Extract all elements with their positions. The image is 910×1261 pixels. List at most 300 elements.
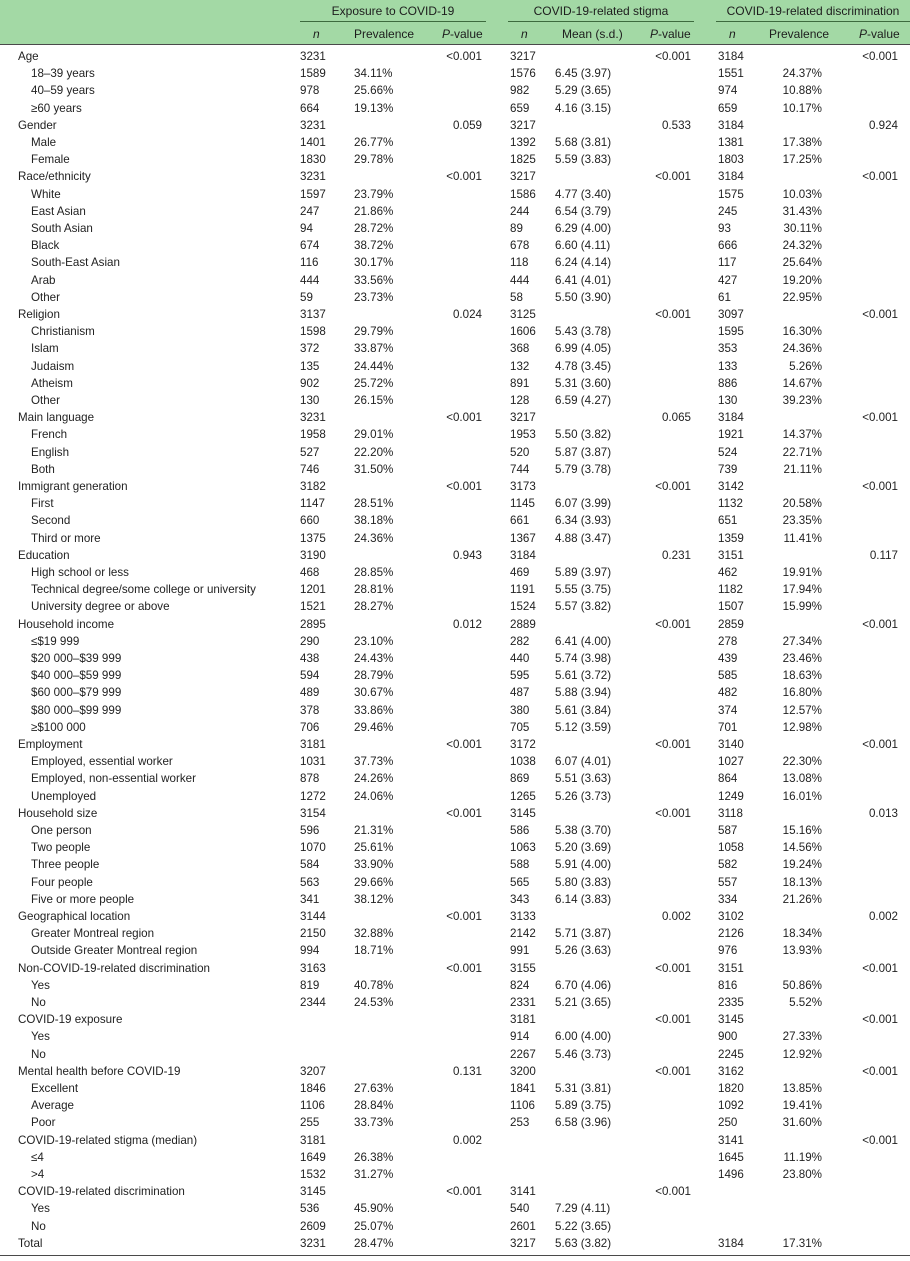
exposure-n: 372 xyxy=(300,342,320,356)
row-label: $20 000–$39 999 xyxy=(31,652,122,665)
table-row xyxy=(0,788,910,805)
exposure-n: 1375 xyxy=(300,531,326,545)
subheader-stigma-mean: Mean (s.d.) xyxy=(562,27,623,41)
table-row-category xyxy=(0,1011,910,1028)
exposure-prevalence xyxy=(354,478,414,495)
stigma-mean-sd: 4.16 (3.15) xyxy=(555,101,612,115)
discrimination-prevalence: 31.43% xyxy=(782,204,822,218)
table-row-category xyxy=(0,478,910,495)
table-row xyxy=(0,719,910,736)
stigma-n: 253 xyxy=(510,1116,530,1130)
exposure-pvalue xyxy=(430,684,482,701)
stigma-n: 1606 xyxy=(510,325,536,339)
stigma-n: 3141 xyxy=(510,1185,536,1199)
discrimination-pvalue xyxy=(850,1028,898,1045)
exposure-prevalence: 25.66% xyxy=(354,84,394,98)
exposure-pvalue xyxy=(430,82,482,99)
stigma-pvalue: 0.533 xyxy=(661,118,691,132)
exposure-prevalence: 29.01% xyxy=(354,428,394,442)
subheader-exposure-n: n xyxy=(313,27,320,41)
exposure-pvalue: 0.024 xyxy=(452,308,482,321)
discrimination-prevalence: 50.86% xyxy=(782,978,822,992)
exposure-prevalence: 26.77% xyxy=(354,136,394,149)
discrimination-prevalence: 12.92% xyxy=(782,1047,822,1061)
stigma-pvalue xyxy=(638,667,691,684)
exposure-pvalue xyxy=(430,340,482,357)
discrimination-prevalence: 22.71% xyxy=(782,445,822,459)
subheader-stigma-n: n xyxy=(521,27,528,41)
exposure-prevalence: 28.81% xyxy=(354,583,394,597)
table-row-category xyxy=(0,48,910,65)
row-label: Employed, non-essential worker xyxy=(31,772,196,786)
table-row-category xyxy=(0,736,910,753)
discrimination-prevalence: 31.60% xyxy=(782,1116,822,1130)
discrimination-pvalue xyxy=(850,1080,898,1097)
exposure-n: 1598 xyxy=(300,325,326,339)
stigma-n: 1106 xyxy=(510,1099,535,1113)
exposure-pvalue: <0.001 xyxy=(446,1185,482,1199)
table-row xyxy=(0,874,910,891)
exposure-n: 59 xyxy=(300,290,313,304)
table-row-category xyxy=(0,1183,910,1200)
exposure-pvalue: <0.001 xyxy=(446,806,482,820)
stigma-n: 1825 xyxy=(510,153,536,167)
discrimination-prevalence xyxy=(752,117,822,134)
exposure-n: 978 xyxy=(300,84,320,98)
stigma-pvalue: <0.001 xyxy=(655,617,691,631)
stigma-mean-sd xyxy=(555,117,635,134)
exposure-pvalue xyxy=(430,770,482,787)
stigma-n: 440 xyxy=(510,652,530,665)
stigma-pvalue: 0.002 xyxy=(661,910,691,923)
table-row xyxy=(0,134,910,151)
discrimination-prevalence: 13.93% xyxy=(782,944,822,958)
exposure-pvalue xyxy=(430,667,482,684)
stigma-mean-sd xyxy=(555,478,635,495)
row-label: Yes xyxy=(31,978,50,992)
row-label: English xyxy=(31,445,70,459)
exposure-n: 1589 xyxy=(300,67,326,81)
stigma-mean-sd: 5.91 (4.00) xyxy=(555,858,612,872)
row-label: Average xyxy=(31,1099,74,1113)
table-row xyxy=(0,1097,910,1114)
discrimination-n: 3102 xyxy=(718,910,744,923)
discrimination-pvalue: <0.001 xyxy=(862,170,898,184)
discrimination-prevalence: 23.35% xyxy=(782,514,822,528)
exposure-prevalence: 38.72% xyxy=(354,239,394,253)
discrimination-pvalue: <0.001 xyxy=(862,50,898,63)
table-row xyxy=(0,770,910,787)
row-label: Islam xyxy=(31,342,59,356)
stigma-pvalue xyxy=(638,340,691,357)
discrimination-n: 61 xyxy=(718,290,731,304)
discrimination-prevalence: 23.46% xyxy=(782,652,822,665)
exposure-prevalence: 28.72% xyxy=(354,222,394,235)
row-label: No xyxy=(31,1219,46,1233)
exposure-n: 1106 xyxy=(300,1099,325,1113)
discrimination-prevalence: 20.58% xyxy=(782,497,822,511)
discrimination-pvalue xyxy=(850,186,898,203)
table-row xyxy=(0,272,910,289)
discrimination-prevalence: 23.80% xyxy=(782,1168,822,1181)
exposure-pvalue xyxy=(430,891,482,908)
table-row xyxy=(0,375,910,392)
exposure-pvalue xyxy=(430,1046,482,1063)
row-label: ≥$100 000 xyxy=(31,720,86,734)
stigma-pvalue: <0.001 xyxy=(655,738,691,751)
stigma-pvalue xyxy=(638,65,691,82)
discrimination-n: 3184 xyxy=(718,50,744,63)
discrimination-prevalence: 27.34% xyxy=(782,634,822,648)
discrimination-pvalue xyxy=(850,891,898,908)
discrimination-pvalue: <0.001 xyxy=(862,1133,898,1147)
stigma-pvalue xyxy=(638,925,691,942)
stigma-n: 368 xyxy=(510,342,530,356)
stigma-n: 3217 xyxy=(510,118,536,132)
stigma-n: 380 xyxy=(510,703,530,717)
discrimination-prevalence: 12.98% xyxy=(782,720,822,734)
exposure-prevalence xyxy=(354,1063,414,1080)
exposure-pvalue xyxy=(430,186,482,203)
stigma-n: 1063 xyxy=(510,841,536,855)
exposure-prevalence: 23.79% xyxy=(354,187,394,201)
stigma-n: 2601 xyxy=(510,1219,536,1233)
exposure-prevalence xyxy=(354,409,414,426)
exposure-n: 3181 xyxy=(300,738,326,751)
row-label: One person xyxy=(31,824,92,837)
table-row xyxy=(0,977,910,994)
row-label: White xyxy=(31,187,61,201)
discrimination-prevalence xyxy=(752,908,822,925)
discrimination-pvalue xyxy=(850,1114,898,1131)
exposure-n: 1532 xyxy=(300,1168,326,1181)
discrimination-pvalue xyxy=(850,289,898,306)
exposure-n: 94 xyxy=(300,222,313,235)
exposure-prevalence xyxy=(354,168,414,185)
discrimination-prevalence: 21.26% xyxy=(782,892,822,906)
stigma-pvalue xyxy=(638,1149,691,1166)
stigma-mean-sd: 5.29 (3.65) xyxy=(555,84,612,98)
exposure-prevalence: 31.27% xyxy=(354,1168,394,1181)
exposure-n: 3154 xyxy=(300,806,326,820)
discrimination-n: 557 xyxy=(718,875,738,889)
pvalue-rest: -value xyxy=(450,27,483,41)
exposure-pvalue xyxy=(430,925,482,942)
exposure-pvalue xyxy=(430,65,482,82)
exposure-prevalence: 38.18% xyxy=(354,514,394,528)
stigma-pvalue: 0.231 xyxy=(661,548,691,562)
stigma-mean-sd: 4.77 (3.40) xyxy=(555,187,612,201)
discrimination-pvalue xyxy=(850,65,898,82)
exposure-prevalence: 33.90% xyxy=(354,858,394,872)
discrimination-prevalence: 13.08% xyxy=(782,772,822,786)
stigma-mean-sd: 6.29 (4.00) xyxy=(555,222,612,235)
row-label: Five or more people xyxy=(31,892,135,906)
stigma-pvalue xyxy=(638,874,691,891)
row-label: Household income xyxy=(18,617,115,631)
row-label: Atheism xyxy=(31,376,73,390)
exposure-pvalue xyxy=(430,151,482,168)
exposure-n: 468 xyxy=(300,566,320,579)
stigma-mean-sd xyxy=(555,1149,635,1166)
stigma-mean-sd: 5.21 (3.65) xyxy=(555,996,612,1009)
discrimination-prevalence xyxy=(752,1218,822,1235)
exposure-n: 3207 xyxy=(300,1064,326,1078)
exposure-prevalence: 26.15% xyxy=(354,394,394,407)
stigma-pvalue xyxy=(638,598,691,615)
row-label: Unemployed xyxy=(31,789,97,803)
discrimination-n: 1027 xyxy=(718,755,744,769)
exposure-n: 438 xyxy=(300,652,320,665)
exposure-prevalence: 32.88% xyxy=(354,927,394,941)
exposure-prevalence xyxy=(354,1011,414,1028)
exposure-prevalence: 23.73% xyxy=(354,290,394,304)
subheader-exposure-prevalence: Prevalence xyxy=(354,27,415,41)
discrimination-pvalue xyxy=(850,581,898,598)
stigma-mean-sd: 6.34 (3.93) xyxy=(555,514,612,528)
stigma-mean-sd xyxy=(555,168,635,185)
discrimination-pvalue: <0.001 xyxy=(862,738,898,751)
exposure-n: 902 xyxy=(300,376,320,390)
stigma-n: 3200 xyxy=(510,1064,536,1078)
discrimination-n: 3141 xyxy=(718,1133,744,1147)
stigma-mean-sd: 6.07 (4.01) xyxy=(555,755,612,769)
discrimination-prevalence: 5.26% xyxy=(789,359,822,373)
table-row xyxy=(0,1114,910,1131)
discrimination-n: 1507 xyxy=(718,600,744,614)
stigma-n: 2267 xyxy=(510,1047,536,1061)
discrimination-pvalue: 0.924 xyxy=(868,118,898,132)
exposure-n: 489 xyxy=(300,686,320,700)
table-row xyxy=(0,1218,910,1235)
exposure-n: 1070 xyxy=(300,841,326,855)
stigma-mean-sd: 7.29 (4.11) xyxy=(555,1202,611,1216)
exposure-pvalue xyxy=(430,461,482,478)
exposure-n: 255 xyxy=(300,1116,320,1130)
discrimination-prevalence: 17.94% xyxy=(782,583,822,597)
exposure-n: 1201 xyxy=(300,583,326,597)
discrimination-n: 278 xyxy=(718,634,738,648)
discrimination-pvalue xyxy=(850,753,898,770)
discrimination-prevalence: 25.64% xyxy=(782,256,822,270)
row-label: East Asian xyxy=(31,204,86,218)
exposure-prevalence xyxy=(354,48,414,65)
row-label: Main language xyxy=(18,411,95,425)
discrimination-n: 1496 xyxy=(718,1168,744,1181)
discrimination-pvalue: <0.001 xyxy=(862,480,898,493)
discrimination-n: 462 xyxy=(718,566,738,579)
table-row xyxy=(0,822,910,839)
exposure-n: 746 xyxy=(300,462,320,476)
stigma-n: 244 xyxy=(510,204,530,218)
discrimination-prevalence xyxy=(752,805,822,822)
table-row xyxy=(0,426,910,443)
table-row xyxy=(0,289,910,306)
discrimination-n: 2335 xyxy=(718,996,744,1009)
stigma-pvalue xyxy=(638,684,691,701)
exposure-prevalence: 28.27% xyxy=(354,600,394,614)
stigma-pvalue xyxy=(638,100,691,117)
exposure-pvalue xyxy=(430,598,482,615)
discrimination-pvalue xyxy=(850,650,898,667)
table-row xyxy=(0,203,910,220)
discrimination-n: 1921 xyxy=(718,428,744,442)
stigma-n: 132 xyxy=(510,359,530,373)
exposure-n: 290 xyxy=(300,634,320,648)
stigma-pvalue xyxy=(638,1132,691,1149)
header-rule xyxy=(0,44,910,45)
stigma-mean-sd: 6.14 (3.83) xyxy=(555,892,612,906)
pvalue-p: P xyxy=(650,27,659,41)
row-label: COVID-19-related stigma (median) xyxy=(18,1133,198,1147)
exposure-pvalue xyxy=(430,856,482,873)
exposure-prevalence: 28.84% xyxy=(354,1099,394,1113)
exposure-pvalue xyxy=(430,977,482,994)
stigma-n: 982 xyxy=(510,84,530,98)
stigma-mean-sd: 5.31 (3.60) xyxy=(555,376,612,390)
stigma-mean-sd: 6.41 (4.00) xyxy=(555,634,612,648)
stigma-pvalue: <0.001 xyxy=(655,1185,691,1199)
discrimination-prevalence: 10.88% xyxy=(782,84,822,98)
discrimination-prevalence: 18.13% xyxy=(782,875,822,889)
pvalue-rest: -value xyxy=(658,27,691,41)
row-label: Non-COVID-19-related discrimination xyxy=(18,961,211,975)
stigma-pvalue: <0.001 xyxy=(655,1013,691,1027)
exposure-prevalence xyxy=(354,805,414,822)
exposure-n: 878 xyxy=(300,772,320,786)
stigma-pvalue xyxy=(638,1080,691,1097)
stigma-n: 128 xyxy=(510,394,530,407)
discrimination-pvalue xyxy=(850,358,898,375)
exposure-n: 660 xyxy=(300,514,320,528)
stigma-mean-sd: 5.46 (3.73) xyxy=(555,1047,612,1061)
exposure-prevalence xyxy=(354,736,414,753)
discrimination-n: 900 xyxy=(718,1030,738,1044)
exposure-pvalue xyxy=(430,633,482,650)
exposure-prevalence: 25.72% xyxy=(354,376,394,390)
table-row xyxy=(0,1166,910,1183)
stigma-mean-sd: 5.26 (3.73) xyxy=(555,789,612,803)
stigma-pvalue xyxy=(638,444,691,461)
table-row-category xyxy=(0,960,910,977)
exposure-pvalue: <0.001 xyxy=(446,50,482,63)
row-label: Employed, essential worker xyxy=(31,755,173,769)
stigma-mean-sd: 4.88 (3.47) xyxy=(555,531,612,545)
discrimination-n: 1092 xyxy=(718,1099,744,1113)
discrimination-pvalue xyxy=(850,822,898,839)
table-row xyxy=(0,340,910,357)
discrimination-prevalence: 15.99% xyxy=(782,600,822,614)
stigma-n: 661 xyxy=(510,514,530,528)
discrimination-n: 739 xyxy=(718,462,738,476)
table-row-category xyxy=(0,409,910,426)
stigma-n: 3217 xyxy=(510,50,536,63)
row-label: ≤4 xyxy=(31,1150,44,1164)
exposure-n: 1031 xyxy=(300,755,326,769)
exposure-n: 1597 xyxy=(300,187,326,201)
table-row xyxy=(0,512,910,529)
exposure-pvalue xyxy=(430,942,482,959)
exposure-pvalue: 0.059 xyxy=(452,118,482,132)
stigma-pvalue xyxy=(638,977,691,994)
stigma-n: 3217 xyxy=(510,170,536,184)
stigma-mean-sd: 5.61 (3.72) xyxy=(555,669,612,683)
exposure-pvalue xyxy=(430,272,482,289)
table-row xyxy=(0,358,910,375)
table-row xyxy=(0,254,910,271)
exposure-n: 135 xyxy=(300,359,320,373)
stigma-pvalue xyxy=(638,392,691,409)
discrimination-n: 133 xyxy=(718,359,738,373)
discrimination-pvalue: 0.013 xyxy=(868,806,898,820)
stigma-n: 3155 xyxy=(510,961,536,975)
exposure-prevalence: 24.26% xyxy=(354,772,394,786)
discrimination-n: 1551 xyxy=(718,67,744,81)
discrimination-prevalence: 19.20% xyxy=(782,273,822,287)
exposure-prevalence: 28.79% xyxy=(354,669,394,683)
exposure-pvalue: <0.001 xyxy=(446,170,482,184)
discrimination-prevalence xyxy=(752,1011,822,1028)
stigma-pvalue xyxy=(638,220,691,237)
row-label: Yes xyxy=(31,1030,50,1044)
stigma-n: 3133 xyxy=(510,910,536,923)
stigma-mean-sd xyxy=(555,48,635,65)
discrimination-prevalence: 22.30% xyxy=(782,755,822,769)
discrimination-prevalence: 11.41% xyxy=(783,531,822,545)
stigma-n: 586 xyxy=(510,824,530,837)
exposure-prevalence xyxy=(354,616,414,633)
exposure-pvalue xyxy=(430,375,482,392)
table-row xyxy=(0,1046,910,1063)
exposure-n: 994 xyxy=(300,944,320,958)
row-label: Religion xyxy=(18,308,60,321)
stigma-pvalue xyxy=(638,289,691,306)
discrimination-n: 245 xyxy=(718,204,738,218)
discrimination-n: 1182 xyxy=(718,583,743,597)
stigma-pvalue xyxy=(638,1200,691,1217)
discrimination-pvalue xyxy=(850,598,898,615)
discrimination-n: 524 xyxy=(718,445,738,459)
table-row xyxy=(0,530,910,547)
stigma-pvalue xyxy=(638,323,691,340)
table-row xyxy=(0,564,910,581)
stigma-mean-sd: 5.59 (3.83) xyxy=(555,153,612,167)
stigma-pvalue xyxy=(638,1097,691,1114)
table-row xyxy=(0,186,910,203)
stigma-mean-sd: 6.59 (4.27) xyxy=(555,394,612,407)
exposure-pvalue: 0.131 xyxy=(452,1064,482,1078)
stigma-n: 343 xyxy=(510,892,530,906)
stigma-n: 3217 xyxy=(510,1236,536,1250)
discrimination-prevalence: 19.24% xyxy=(782,858,822,872)
discrimination-n: 353 xyxy=(718,342,738,356)
exposure-n: 3182 xyxy=(300,480,326,493)
exposure-prevalence: 25.07% xyxy=(354,1219,394,1233)
stigma-pvalue xyxy=(638,1114,691,1131)
discrimination-n: 1058 xyxy=(718,841,744,855)
exposure-pvalue xyxy=(430,564,482,581)
row-label: Greater Montreal region xyxy=(31,927,155,941)
table-row xyxy=(0,702,910,719)
stigma-pvalue xyxy=(638,770,691,787)
discrimination-pvalue xyxy=(850,839,898,856)
stigma-mean-sd xyxy=(555,1132,635,1149)
exposure-prevalence: 24.43% xyxy=(354,652,394,665)
discrimination-n: 2859 xyxy=(718,617,744,631)
stigma-mean-sd: 5.80 (3.83) xyxy=(555,875,612,889)
exposure-prevalence: 31.50% xyxy=(354,462,394,476)
table-row xyxy=(0,839,910,856)
